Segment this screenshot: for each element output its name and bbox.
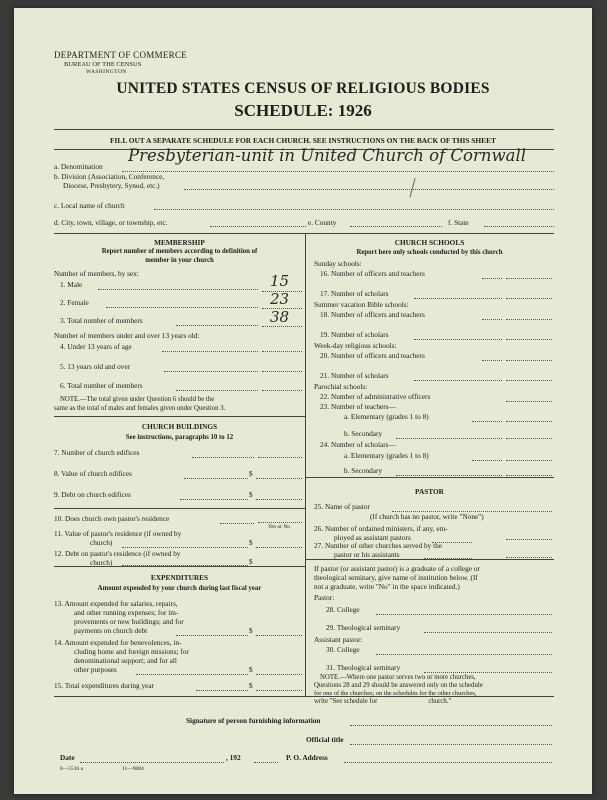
q13-label: 13. Amount expended for salaries, repairs, [54, 599, 178, 608]
print-number: 11—9084 [122, 766, 144, 772]
q29-answer-line[interactable] [424, 632, 552, 633]
q20-label: 20. Number of officers and teachers [320, 351, 425, 360]
form-title: UNITED STATES CENSUS OF RELIGIOUS BODIES [116, 80, 490, 97]
q17-dots [414, 298, 502, 299]
q13-label-2: and other running expenses; for im- [74, 608, 179, 617]
q29-label: 29. Theological seminary [326, 623, 401, 632]
q2-dots [106, 307, 258, 308]
q10-dots [220, 523, 254, 524]
q14-label-2: cluding home and foreign missions; for [74, 647, 189, 656]
county-line[interactable] [350, 226, 442, 227]
q23b-answer-line[interactable] [506, 438, 552, 439]
male-count-handwriting: 15 [270, 272, 290, 290]
grid-center [305, 233, 306, 696]
q12-label-2: church) [90, 558, 113, 567]
q5-answer-line[interactable] [262, 371, 302, 372]
q25-note: (If church has no pastor, write "None") [370, 512, 484, 521]
q23a-dots [472, 421, 502, 422]
q4-dots [162, 351, 258, 352]
q20-dots [482, 360, 502, 361]
q27-label: 27. Number of other churches served by the [314, 541, 443, 550]
division-label-2: Diocese, Presbytery, Synod, etc.) [63, 181, 160, 190]
q23-label: 23. Number of teachers— [320, 402, 396, 411]
signature-label: Signature of person furnishing information [186, 716, 321, 725]
q31-answer-line[interactable] [424, 672, 552, 673]
buildings-divider [54, 508, 305, 509]
q7-dots [192, 457, 254, 458]
denomination-line[interactable] [122, 171, 554, 172]
q3-dots [176, 325, 258, 326]
q19-dots [414, 339, 502, 340]
q14-answer-line[interactable] [256, 674, 302, 675]
q3-total-label: 3. Total number of members [60, 316, 143, 325]
q15-dots [196, 690, 248, 691]
summer-label: Summer vacation Bible schools: [314, 300, 409, 309]
schools-subtitle: Report here only schools conducted by this church [356, 249, 503, 256]
q1-dots [98, 289, 258, 290]
q20-answer-line[interactable] [506, 360, 552, 361]
q11-dollar: $ [249, 538, 253, 547]
pastor-note-4: write "See schedule for church." [314, 698, 452, 705]
q14-dots [136, 674, 248, 675]
q21-answer-line[interactable] [506, 380, 552, 381]
graduate-instructions-2: theological seminary, give name of institution below. (If [314, 573, 478, 582]
q13-label-4: payments on church debt [74, 626, 148, 635]
q19-answer-line[interactable] [506, 339, 552, 340]
q26-answer-line[interactable] [506, 539, 552, 540]
membership-note: NOTE.—The total given under Question 6 should be the [60, 396, 215, 403]
q27-label-2: pastor or his assistants [334, 550, 400, 559]
q13-answer-line[interactable] [256, 635, 302, 636]
membership-subtitle-2: member in your church [145, 257, 214, 264]
q16-dots [482, 278, 502, 279]
q6-label: 6. Total number of members [60, 381, 143, 390]
census-form-sheet [14, 8, 592, 794]
q9-dots [180, 499, 248, 500]
q24a-dots [472, 460, 502, 461]
q28-answer-line[interactable] [376, 614, 552, 615]
date-line[interactable] [80, 762, 224, 763]
q4-label: 4. Under 13 years of age [60, 342, 132, 351]
q18-dots [482, 319, 502, 320]
q25-label: 25. Name of pastor [314, 502, 370, 511]
form-number: 8—5516 a [60, 766, 84, 772]
q11-label: 11. Value of pastor's residence (if owned by [54, 529, 182, 538]
q23b-label: b. Secondary [344, 429, 383, 438]
schools-bottom [305, 477, 554, 478]
expenditures-subtitle: Amount expended by your church during last fiscal year [97, 585, 262, 592]
under-over-label: Number of members under and over 13 years old: [54, 331, 200, 340]
buildings-subtitle: See instructions, paragraphs 10 to 12 [125, 434, 234, 441]
q24a-answer-line[interactable] [506, 460, 552, 461]
weekday-label: Week-day religious schools: [314, 341, 397, 350]
q26-label-2: ployed as assistant pastors [334, 533, 411, 542]
q10-label: 10. Does church own pastor's residence [54, 514, 170, 523]
year-line[interactable] [254, 762, 278, 763]
po-address-label: P. O. Address [286, 753, 328, 762]
q30-label: 30. College [326, 645, 360, 654]
city-heading: WASHINGTON [86, 69, 127, 75]
q10-answer-line[interactable] [258, 522, 302, 523]
q27-answer-line[interactable] [506, 557, 552, 558]
city-line[interactable] [210, 226, 306, 227]
q13-dots [176, 635, 248, 636]
q3-answer-line[interactable] [262, 326, 302, 327]
q12-dollar: $ [249, 557, 253, 566]
q24b-dots [396, 475, 502, 476]
pastor-note-2: Questions 28 and 29 should be answered only on the schedule [314, 682, 483, 689]
denomination-label: a. Denomination [54, 162, 103, 171]
assistant-sub-label: Assistant pastor: [314, 635, 363, 644]
membership-subtitle: Report number of members according to definition of [101, 248, 258, 255]
county-label: e. County [308, 218, 337, 227]
q9-dollar: $ [249, 490, 253, 499]
q16-answer-line[interactable] [506, 278, 552, 279]
graduate-instructions-3: not a graduate, write "No" in the space indicated.) [314, 582, 460, 591]
buildings-title: CHURCH BUILDINGS [141, 422, 218, 431]
q24b-answer-line[interactable] [506, 475, 552, 476]
q30-answer-line[interactable] [376, 654, 552, 655]
q19-label: 19. Number of scholars [320, 330, 389, 339]
denomination-handwriting: Presbyterian-unit in United Church of Cornwall [128, 146, 527, 165]
division-line[interactable] [184, 189, 554, 190]
header-divider [54, 129, 554, 130]
membership-title: MEMBERSHIP [154, 238, 205, 247]
by-sex-label: Number of members, by sex: [54, 269, 139, 278]
q23b-dots [396, 438, 502, 439]
pastor-mid [305, 559, 554, 560]
q31-label: 31. Theological seminary [326, 663, 401, 672]
q9-answer-line[interactable] [256, 499, 302, 500]
q14-label-3: denominational support; and for all [74, 656, 177, 665]
q17-label: 17. Number of scholars [320, 289, 389, 298]
q16-label: 16. Number of officers and teachers [320, 269, 425, 278]
yes-no-hint: Yes or No [268, 524, 291, 530]
po-address-line[interactable] [344, 762, 552, 763]
q14-label-4: other purposes [74, 665, 117, 674]
state-label: f. State [448, 218, 469, 227]
expenditures-title: EXPENDITURES [150, 573, 209, 582]
q9-label: 9. Debt on church edifices [54, 490, 131, 499]
q13-dollar: $ [249, 626, 253, 635]
q11-label-2: church) [90, 538, 113, 547]
city-label: d. City, town, village, or township, etc. [54, 218, 168, 227]
q8-dollar: $ [249, 469, 253, 478]
q22-answer-line[interactable] [506, 401, 552, 402]
q14-dollar: $ [249, 665, 253, 674]
pen-mark [409, 178, 418, 198]
q23a-answer-line[interactable] [506, 421, 552, 422]
q2-female-label: 2. Female [60, 298, 89, 307]
official-title-label: Official title [306, 735, 344, 744]
q26-label: 26. Number of ordained ministers, if any, em- [314, 524, 448, 533]
q5-label: 5. 13 years old and over [60, 362, 131, 371]
q15-label: 15. Total expenditures during year [54, 681, 155, 690]
q7-answer-line[interactable] [258, 457, 302, 458]
schedule-title: SCHEDULE: 1926 [234, 101, 372, 120]
pastor-title: PASTOR [415, 487, 444, 496]
year-label: , 192 [226, 753, 241, 762]
grid-top [54, 233, 554, 234]
q8-answer-line[interactable] [256, 478, 302, 479]
official-title-line[interactable] [350, 744, 552, 745]
female-count-handwriting: 23 [270, 290, 290, 308]
pastor-note: NOTE.—Where one pastor serves two or more churches, [320, 674, 476, 681]
q17-answer-line[interactable] [506, 298, 552, 299]
q15-dollar: $ [249, 681, 253, 690]
q23a-label: a. Elementary (grades 1 to 8) [344, 412, 429, 421]
date-label: Date [60, 753, 75, 762]
q5-dots [164, 371, 258, 372]
q12-label: 12. Debt on pastor's residence (if owned by [54, 549, 181, 558]
q18-answer-line[interactable] [506, 319, 552, 320]
sunday-label: Sunday schools: [314, 259, 362, 268]
local-name-line[interactable] [154, 209, 554, 210]
q18-label: 18. Number of officers and teachers [320, 310, 425, 319]
department-heading: DEPARTMENT OF COMMERCE [54, 50, 188, 60]
total-count-handwriting: 38 [270, 308, 290, 326]
q4-answer-line[interactable] [262, 351, 302, 352]
q21-label: 21. Number of scholars [320, 371, 389, 380]
q24a-label: a. Elementary (grades 1 to 8) [344, 451, 429, 460]
q8-label: 8. Value of church edifices [54, 469, 132, 478]
q28-label: 28. College [326, 605, 360, 614]
grid-bottom [54, 696, 554, 697]
local-name-label: c. Local name of church [54, 201, 125, 210]
fill-out-instructions: FILL OUT A SEPARATE SCHEDULE FOR EACH CHURCH. SEE INSTRUCTIONS ON THE BACK OF THIS SHEET [110, 136, 496, 145]
division-label: b. Division (Association, Conference, [54, 172, 165, 181]
q8-dots [184, 478, 248, 479]
q1-male-label: 1. Male [60, 280, 83, 289]
q27-dots [424, 558, 472, 559]
q22-label: 22. Number of administrative officers [320, 392, 431, 401]
q13-label-3: provements or new buildings; and for [74, 617, 184, 626]
schools-title: CHURCH SCHOOLS [394, 238, 465, 247]
membership-note-2: same as the total of males and females given under Question 3. [54, 405, 226, 412]
state-line[interactable] [484, 226, 554, 227]
membership-bottom [54, 416, 305, 417]
signature-line[interactable] [350, 725, 552, 726]
q21-dots [414, 380, 502, 381]
parochial-label: Parochial schools: [314, 382, 368, 391]
bureau-heading: BUREAU OF THE CENSUS [64, 61, 142, 68]
q6-answer-line[interactable] [262, 390, 302, 391]
q11-dots [122, 547, 248, 548]
q24-label: 24. Number of scholars— [320, 440, 396, 449]
q12-dots [122, 565, 248, 566]
q7-label: 7. Number of church edifices [54, 448, 140, 457]
q14-label: 14. Amount expended for benevolences, in- [54, 638, 182, 647]
q11-answer-line[interactable] [256, 547, 302, 548]
pastor-sub-label: Pastor: [314, 593, 335, 602]
q24b-label: b. Secondary [344, 466, 383, 475]
q15-answer-line[interactable] [256, 690, 302, 691]
pastor-note-3: for one of the churches; on the schedules for the other churches, [314, 690, 477, 697]
graduate-instructions: If pastor (or assistant pastor) is a graduate of a college or [314, 564, 480, 573]
q6-dots [176, 390, 258, 391]
